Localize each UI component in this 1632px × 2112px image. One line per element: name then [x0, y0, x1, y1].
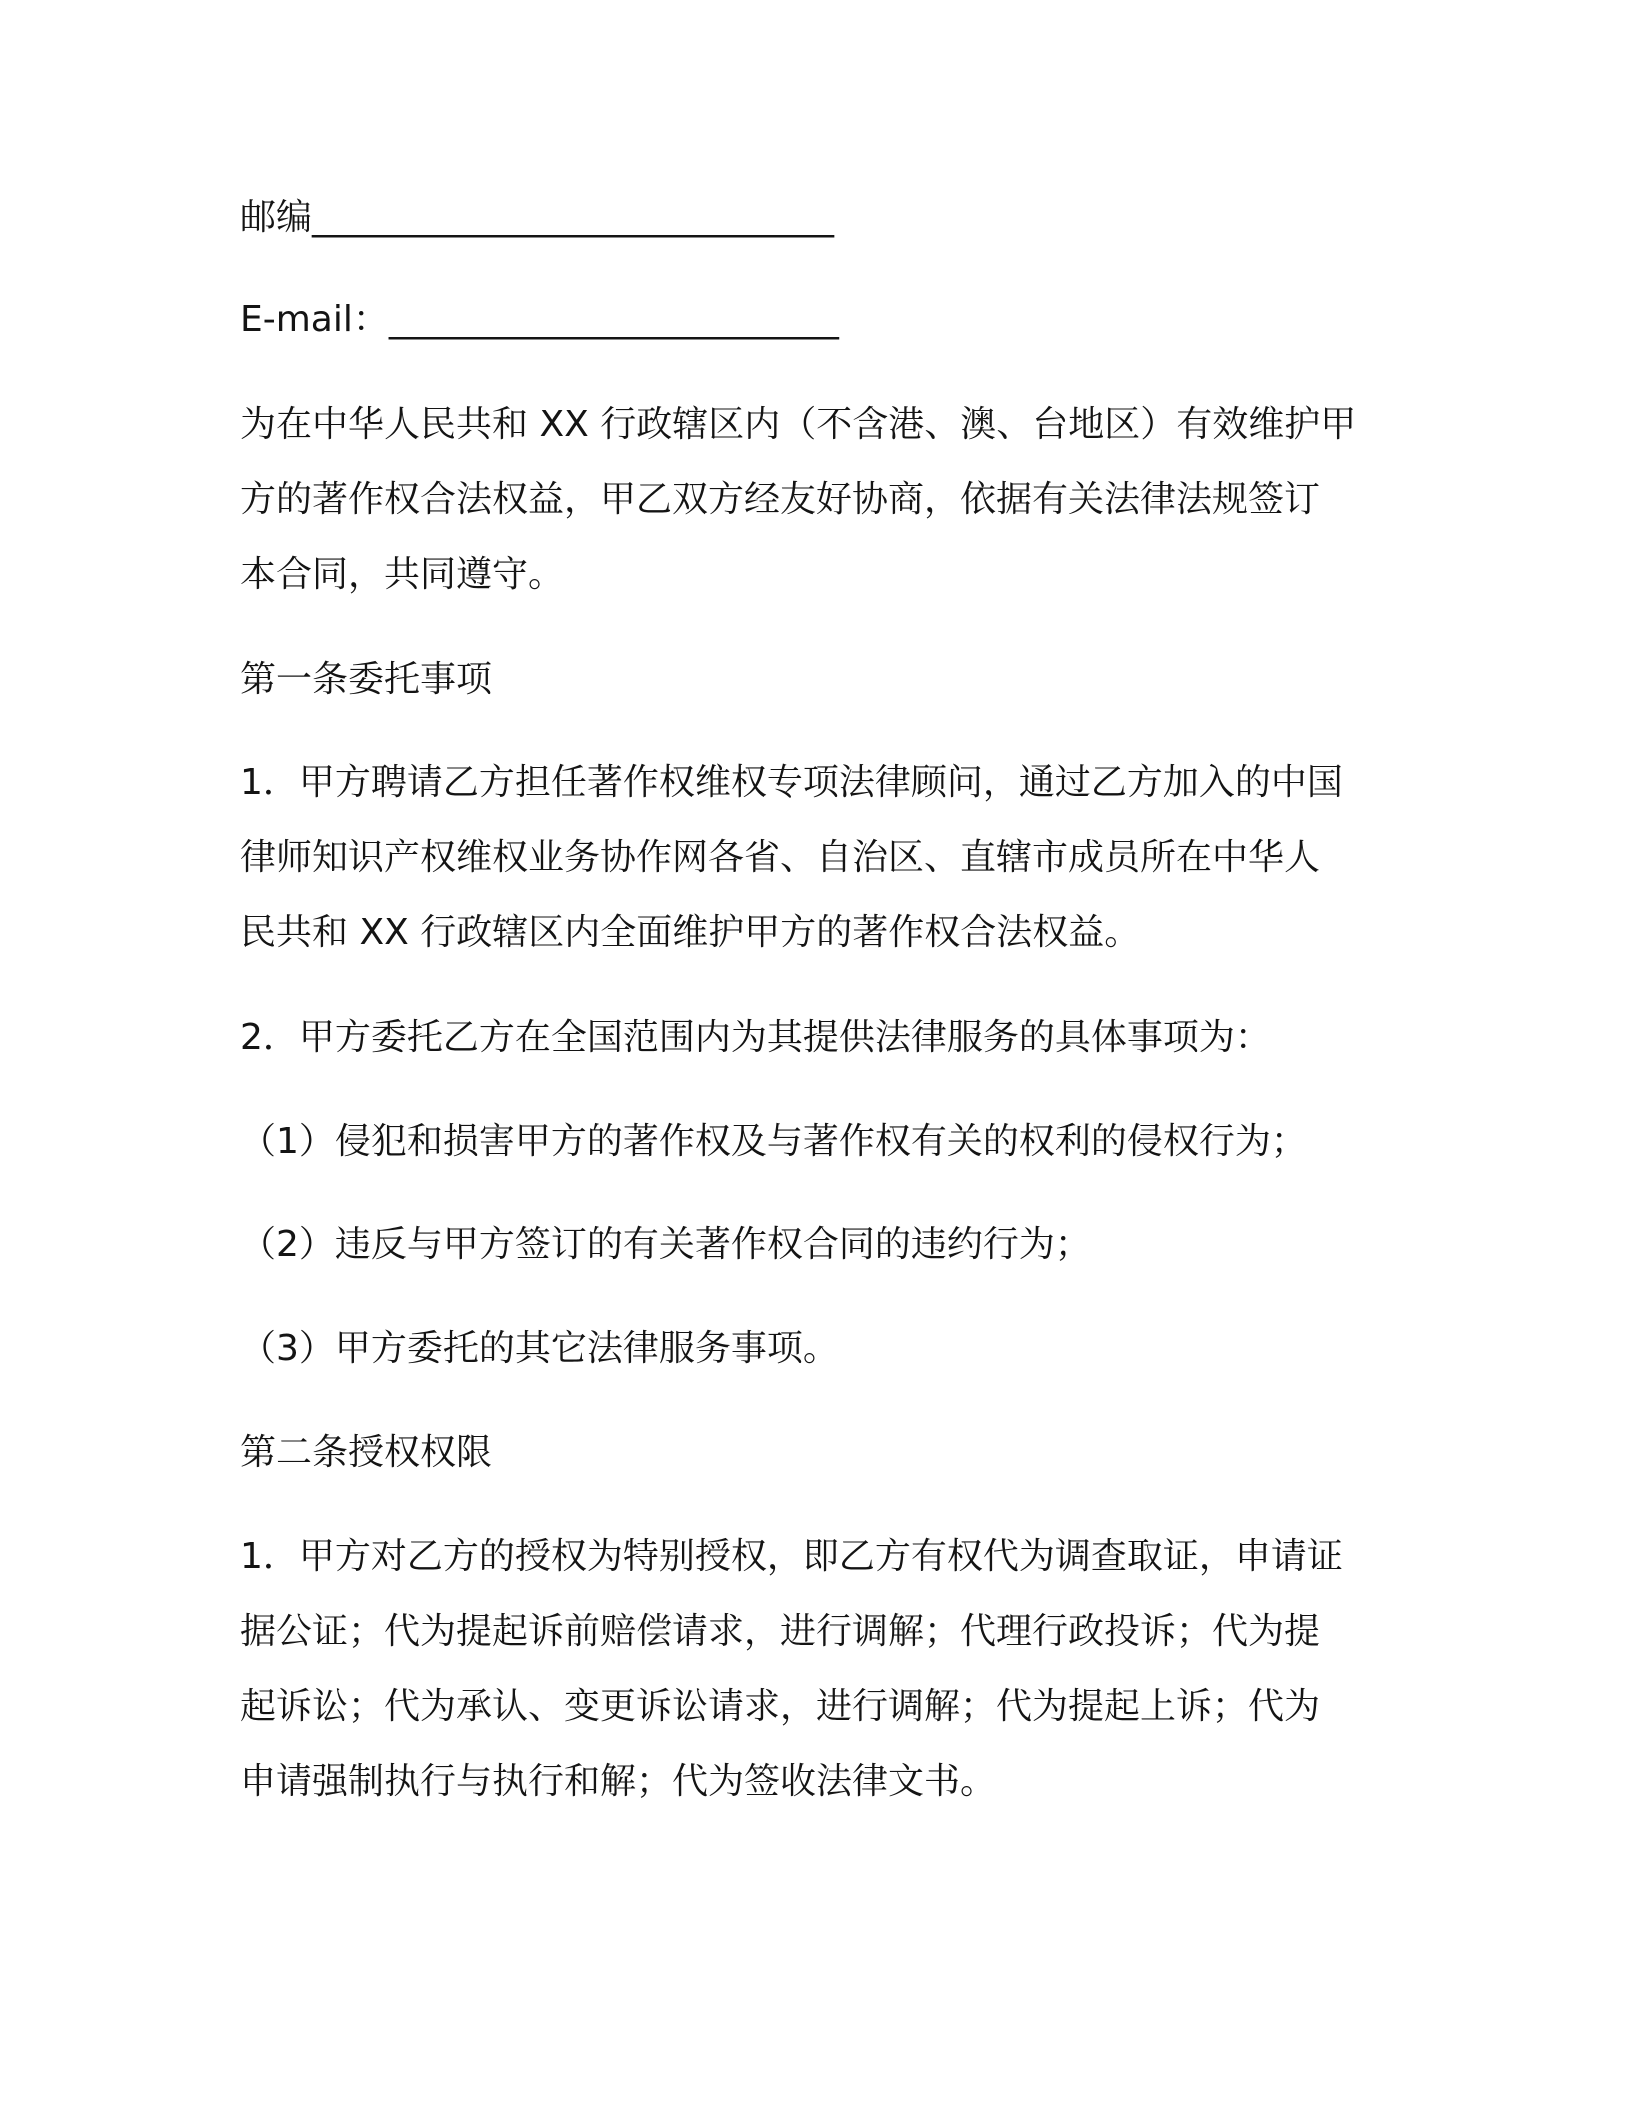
postcode-line: 邮编_____________________________ — [240, 197, 834, 238]
intro-line: 为在中华人民共和 XX 行政辖区内（不含港、澳、台地区）有效维护甲 — [240, 404, 1357, 445]
subitem: （3）甲方委托的其它法律服务事项。 — [240, 1328, 839, 1369]
article2-item1-line: 起诉讼；代为承认、变更诉讼请求，进行调解；代为提起上诉；代为 — [240, 1686, 1321, 1727]
article2-item1-line: 据公证；代为提起诉前赔偿请求，进行调解；代理行政投诉；代为提 — [240, 1611, 1321, 1652]
article1-item1-line: 民共和 XX 行政辖区内全面维护甲方的著作权合法权益。 — [240, 912, 1141, 953]
article2-item1-line: 申请强制执行与执行和解；代为签收法律文书。 — [240, 1761, 997, 1802]
subitem: （1）侵犯和损害甲方的著作权及与著作权有关的权利的侵权行为； — [240, 1121, 1307, 1162]
intro-line: 本合同，共同遵守。 — [240, 554, 565, 595]
article1-item2: 2．甲方委托乙方在全国范围内为其提供法律服务的具体事项为： — [240, 1017, 1271, 1058]
email-line: E-mail：_________________________ — [240, 299, 839, 340]
subitem: （2）违反与甲方签订的有关著作权合同的违约行为； — [240, 1224, 1091, 1265]
intro-line: 方的著作权合法权益，甲乙双方经友好协商，依据有关法律法规签订 — [240, 479, 1321, 520]
article1-item1-line: 1．甲方聘请乙方担任著作权维权专项法律顾问，通过乙方加入的中国 — [240, 762, 1343, 803]
article1-item1-line: 律师知识产权维权业务协作网各省、自治区、直辖市成员所在中华人 — [240, 837, 1321, 878]
article2-item1-line: 1．甲方对乙方的授权为特别授权，即乙方有权代为调查取证，申请证 — [240, 1536, 1343, 1577]
article1-heading: 第一条委托事项 — [240, 659, 493, 700]
article2-heading: 第二条授权权限 — [240, 1432, 493, 1473]
